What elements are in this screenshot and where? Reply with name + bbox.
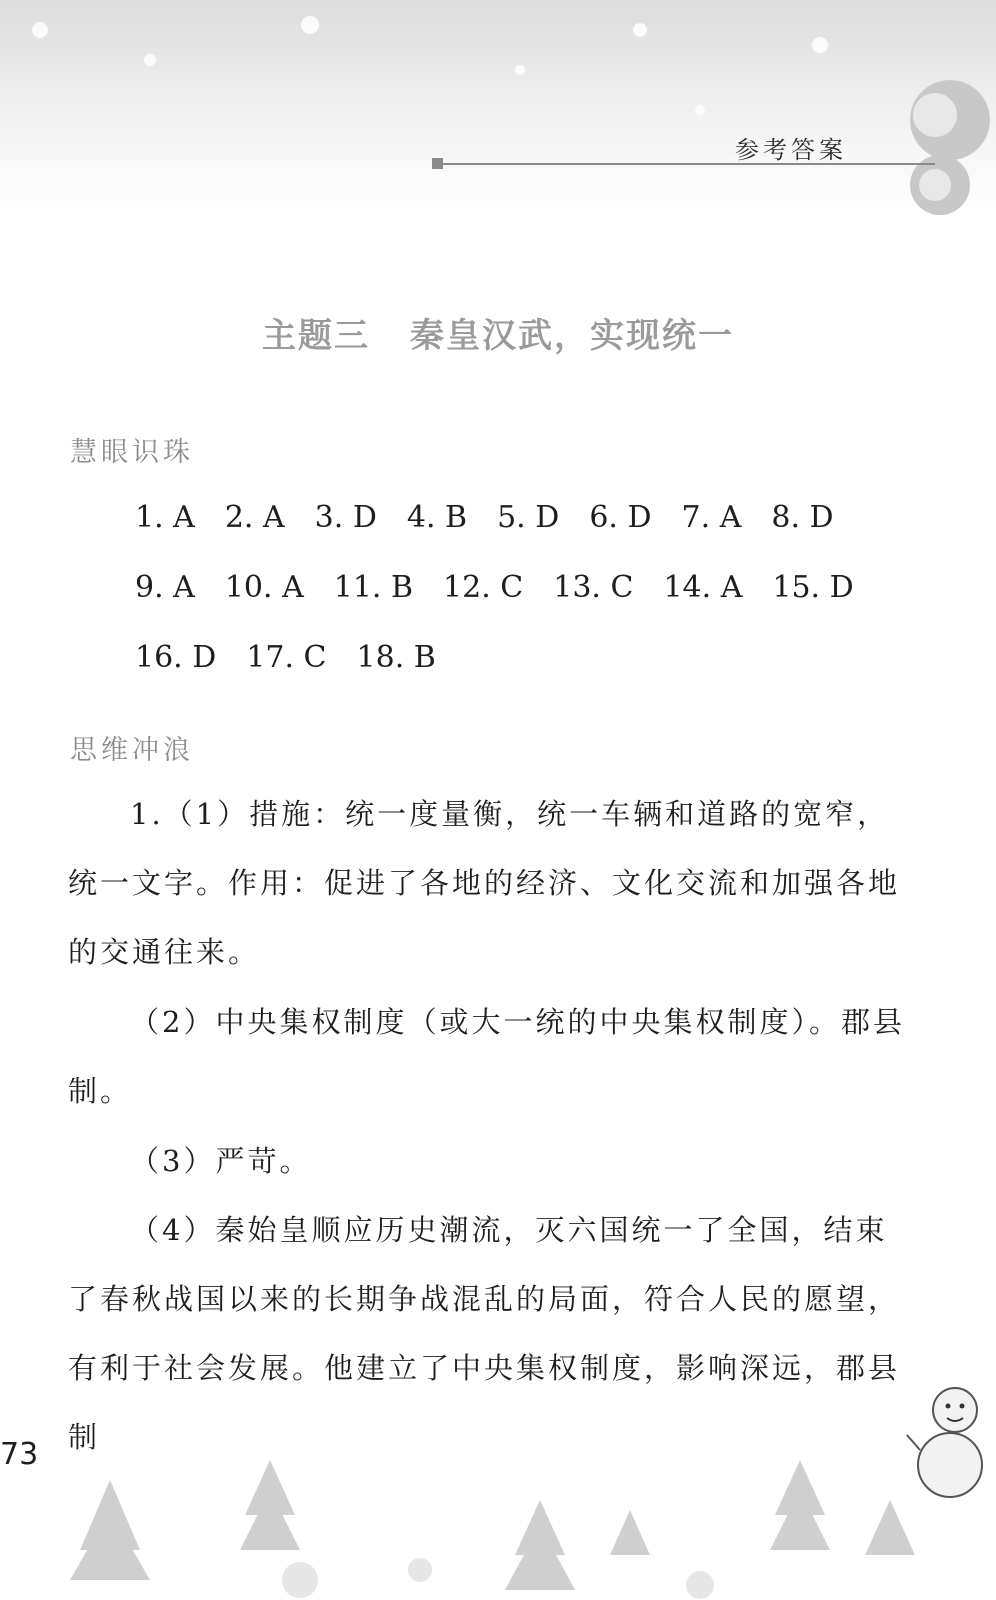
answer-item: 7. A	[681, 500, 742, 535]
answer-paragraph: 1.（1）措施：统一度量衡，统一车辆和道路的宽窄，统一文字。作用：促进了各地的经济、文化交流和加强各地的交通往来。	[68, 797, 901, 969]
answer-item: 10. A	[224, 570, 304, 605]
answer-item: 12. C	[443, 570, 524, 605]
answer-item: 11. B	[333, 570, 414, 605]
snowy-tree-icon	[0, 1440, 996, 1600]
chapter-title	[0, 308, 996, 357]
chapter-heading: 秦皇汉武，实现统一	[410, 316, 734, 356]
answer-item: 15. D	[772, 570, 854, 605]
answer-paragraph: （3）严苛。	[130, 1144, 312, 1178]
answer-row	[135, 500, 864, 535]
answer-item: 14. A	[663, 570, 743, 605]
header-rule	[440, 163, 935, 165]
answer-paragraph: （4）秦始皇顺应历史潮流，灭六国统一了全国，结束了春秋战国以来的长期争战混乱的局面，符合人民的愿望，有利于社会发展。他建立了中央集权制度，影响深远，郡县制	[68, 1213, 901, 1454]
answer-item: 18. B	[356, 640, 436, 675]
answer-item: 3. D	[314, 500, 377, 535]
answer-row	[135, 640, 466, 675]
answer-paragraph: （2）中央集权制度（或大一统的中央集权制度）。郡县制。	[68, 1005, 905, 1108]
answer-item: 5. D	[497, 500, 560, 535]
answer-row	[135, 570, 884, 605]
answer-item: 13. C	[553, 570, 634, 605]
answer-item: 2. A	[224, 500, 285, 535]
answer-item: 17. C	[246, 640, 327, 675]
section-heading-thinking: 思维冲浪	[70, 735, 194, 766]
running-head: 参考答案	[735, 136, 847, 164]
chapter-label: 主题三	[262, 316, 370, 356]
section-heading-multiple-choice: 慧眼识珠	[70, 437, 194, 468]
answer-item: 4. B	[406, 500, 468, 535]
answer-item: 8. D	[771, 500, 834, 535]
answer-item: 1. A	[135, 500, 195, 535]
answer-item: 16. D	[135, 640, 217, 675]
page-number: 73	[0, 1437, 39, 1472]
snowman-icon	[905, 1380, 995, 1500]
answer-item: 9. A	[135, 570, 195, 605]
answer-item: 6. D	[589, 500, 652, 535]
snowflake-decoration-icon	[0, 0, 996, 220]
